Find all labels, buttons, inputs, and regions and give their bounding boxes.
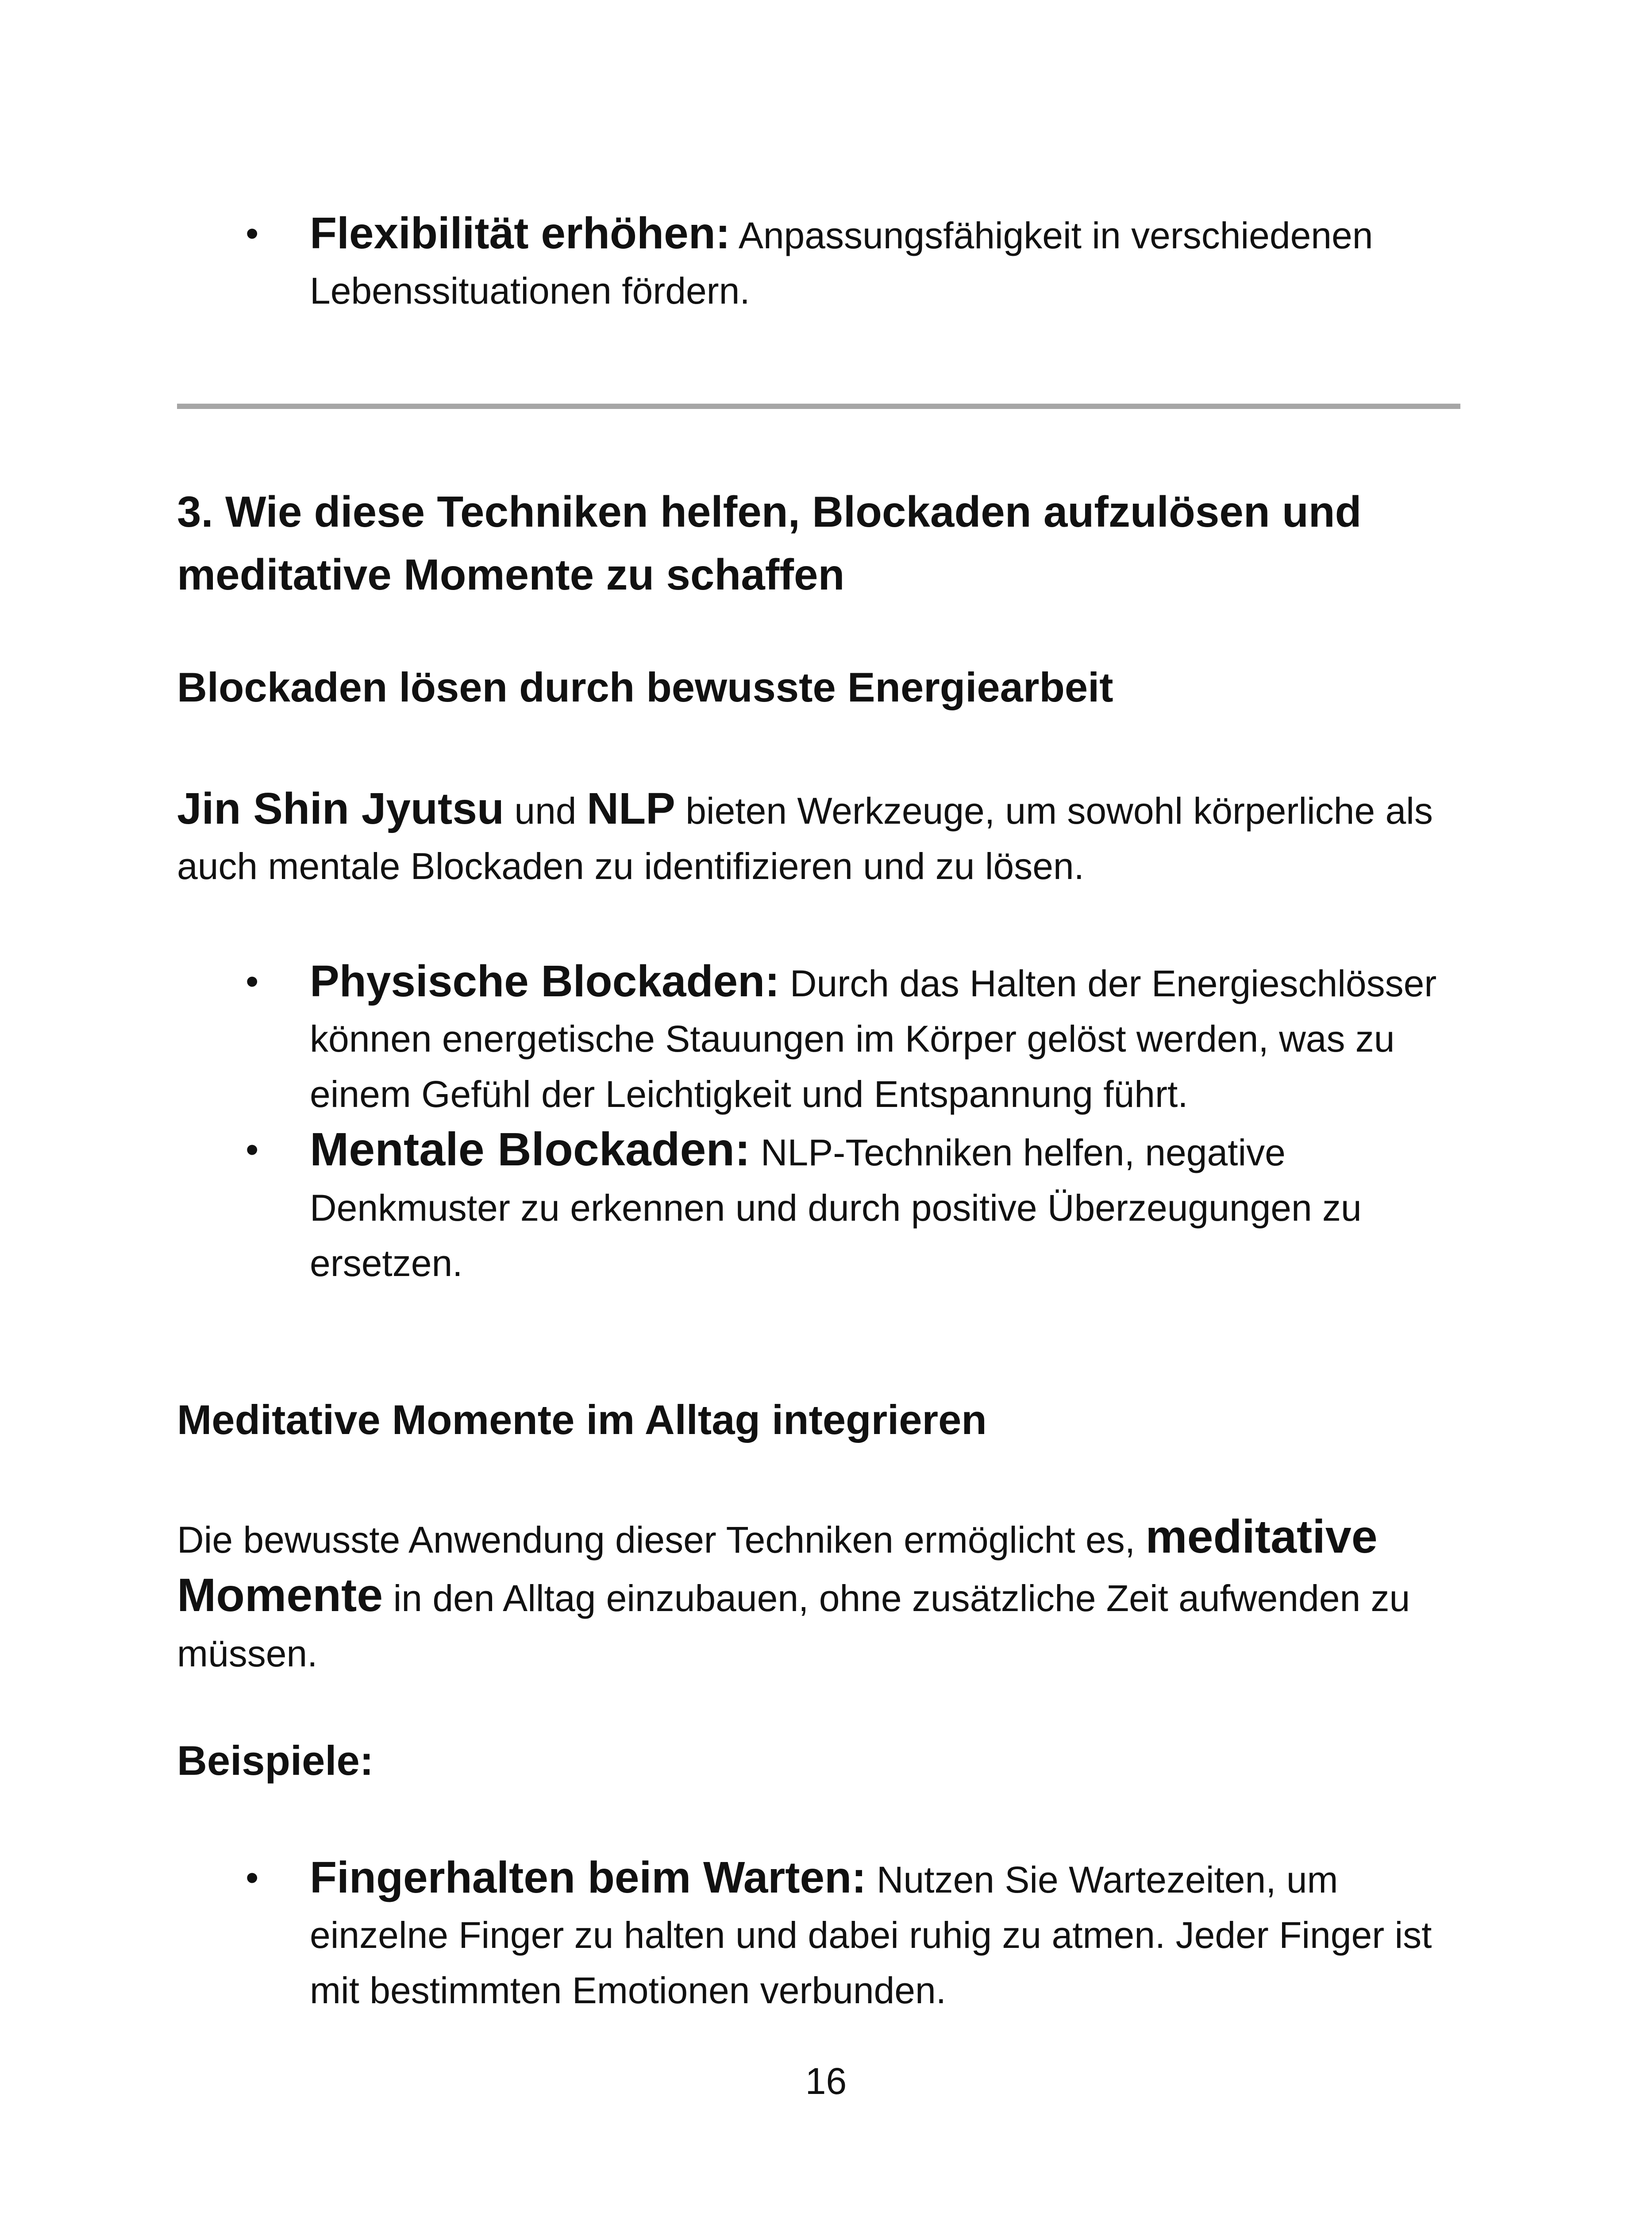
para-before: Die bewusste Anwendung dieser Techniken ermöglicht es, [177, 1519, 1136, 1561]
blockaden-bullet-list [177, 954, 1483, 1291]
intro-rest: bieten Werkzeuge, um sowohl körperliche als auch mentale Blockaden zu identifizieren und zu lösen. [177, 790, 1433, 887]
intro-paragraph [177, 781, 1483, 894]
list-item [177, 1850, 1483, 2018]
para-after: in den Alltag einzubauen, ohne zusätzliche Zeit aufwenden zu müssen. [177, 1577, 1410, 1674]
list-item [177, 954, 1483, 1122]
examples-bullet-list [177, 1850, 1483, 2018]
bullet-term: Physische Blockaden: [310, 956, 780, 1006]
subsection-heading-blockaden: Blockaden lösen durch bewusste Energiearbeit [177, 664, 1113, 710]
bullet-term: Mentale Blockaden: [310, 1123, 751, 1176]
top-bullet-list [177, 206, 1483, 319]
bullet-term: Flexibilität erhöhen: [310, 208, 731, 258]
list-item [177, 206, 1483, 319]
page-number: 16 [805, 2060, 847, 2102]
bullet-icon: • [246, 1857, 259, 1898]
bullet-text: Anpassungsfähigkeit in verschiedenen Lebenssituationen fördern. [310, 215, 1373, 312]
term-nlp: NLP [586, 784, 675, 833]
bullet-text: Nutzen Sie Wartezeiten, um einzelne Finger zu halten und dabei ruhig zu atmen. Jeder Finger ist mit bestimmten Emotionen verbunden. [310, 1859, 1432, 2011]
horizontal-divider [177, 404, 1460, 409]
bullet-icon: • [246, 1129, 259, 1170]
list-item [177, 1122, 1483, 1291]
examples-heading: Beispiele: [177, 1737, 374, 1784]
subsection-heading-meditative: Meditative Momente im Alltag integrieren [177, 1396, 987, 1443]
bullet-text: NLP-Techniken helfen, negative Denkmuster zu erkennen und durch positive Überzeugungen zu ersetzen. [310, 1132, 1362, 1284]
term-meditative-momente: meditative Momente [177, 1511, 1378, 1621]
bullet-text: Durch das Halten der Energieschlösser können energetische Stauungen im Körper gelöst werden, was zu einem Gefühl der Leichtigkeit und Entspannung führt. [310, 963, 1437, 1115]
intro-connector: und [514, 790, 577, 832]
meditative-paragraph [177, 1509, 1483, 1681]
bullet-term: Fingerhalten beim Warten: [310, 1853, 866, 1902]
term-jin-shin-jyutsu: Jin Shin Jyutsu [177, 784, 504, 833]
bullet-icon: • [246, 960, 259, 1002]
section-heading: 3. Wie diese Techniken helfen, Blockaden aufzulösen und meditative Momente zu schaffen [177, 487, 1362, 599]
bullet-icon: • [246, 212, 259, 254]
